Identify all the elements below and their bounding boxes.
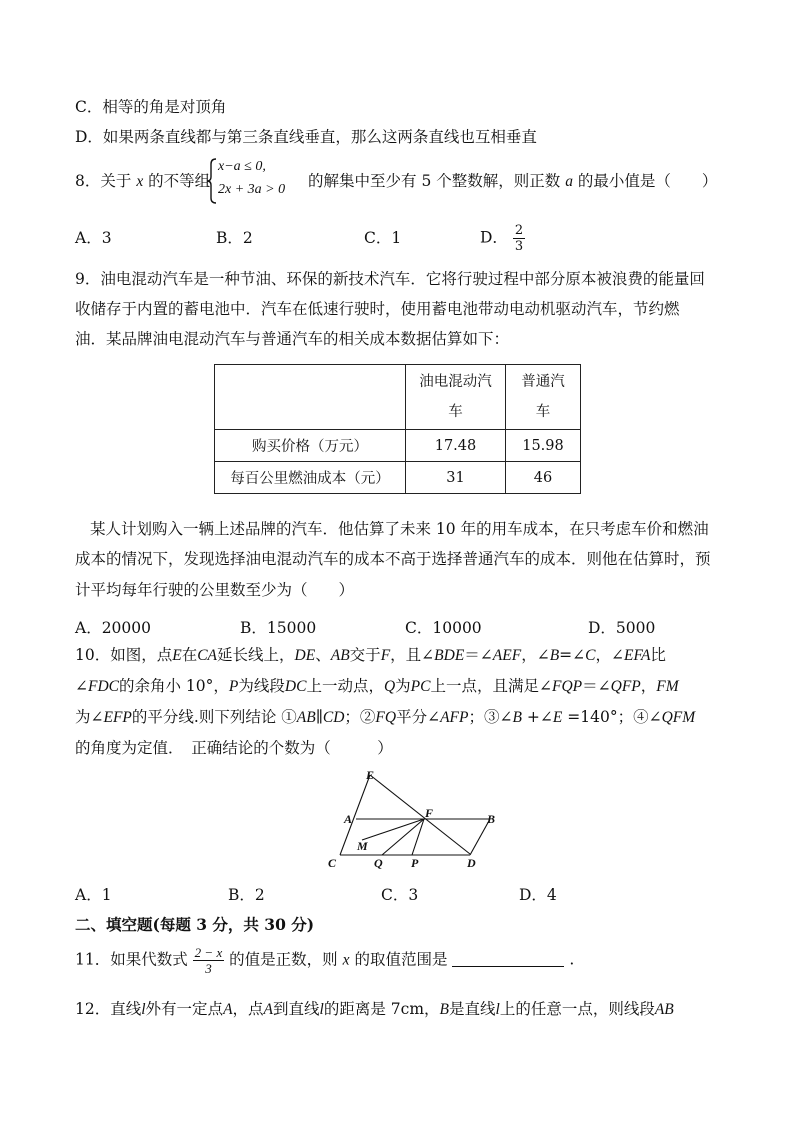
q10-math: CA (197, 647, 218, 664)
system-brace-icon (205, 158, 219, 204)
q10-math: FM (656, 678, 679, 695)
q8-mid: 的不等组 (148, 172, 211, 190)
q8-option-b: B．2 (216, 229, 253, 247)
q10-math: AEF (492, 647, 522, 664)
q10-math: DE (294, 647, 316, 664)
table-header-normal-line1: 普通汽 (521, 374, 565, 390)
q12-text: 外有一定点 (145, 1000, 224, 1018)
label-p: P (411, 856, 419, 870)
q8-option-a: A．3 (75, 229, 112, 247)
q12-text: ，点 (232, 1000, 264, 1018)
q10-text: ，∠ (521, 646, 550, 664)
q12-math: A (223, 1001, 233, 1018)
q11-end: . (569, 950, 575, 969)
q10-text: ；③∠ (468, 708, 513, 726)
q10-math: FQ (375, 709, 397, 726)
q8-option-c: C．1 (364, 229, 402, 247)
q8-option-d (480, 223, 525, 254)
q10-text: ＝∠ (582, 677, 611, 695)
q10-math: FQP (551, 678, 583, 695)
q10-text: =∠ (559, 646, 586, 664)
q8-option-d-label: D． (480, 228, 508, 247)
q10-math: AFP (440, 709, 469, 726)
q8-inequality-1: x−a ≤ 0, (218, 159, 266, 174)
geometry-figure (320, 765, 510, 875)
q8-var-x: x (136, 173, 144, 190)
q10-math: DC (284, 678, 307, 695)
label-a: A (344, 812, 353, 826)
q10-text: ， (640, 677, 657, 695)
table-header-empty (215, 365, 406, 430)
q10-line-3 (75, 706, 695, 729)
q10-text: 上一点，且满足∠ (430, 677, 552, 695)
label-b: B (487, 812, 496, 826)
q9-line-1: 9．油电混动汽车是一种节油、环保的新技术汽车．它将行驶过程中部分原本被浪费的能量回 (75, 270, 705, 288)
q12-text: 的距离是 7cm， (323, 1000, 440, 1018)
q9-line-2: 收储存于内置的蓄电池中．汽车在低速行驶时，使用蓄电池带动电动机驱动汽车，节约燃 (75, 300, 680, 318)
q10-math: Q (383, 678, 396, 695)
q10-text: 的余角小 10°， (119, 677, 229, 695)
label-c: C (328, 856, 337, 870)
q8-post1: 的解集中至少有 5 个整数解，则正数 (308, 172, 561, 190)
label-m: M (357, 839, 368, 853)
q10-math: F (380, 647, 391, 664)
q11-pre: 11．如果代数式 (75, 950, 188, 969)
table-cell: 46 (506, 462, 581, 494)
q10-text: 的平分线.则下列结论 ① (131, 708, 297, 726)
q12-math: AB (654, 1001, 674, 1018)
q10-line-1 (75, 644, 666, 667)
table-header-normal (506, 365, 581, 430)
table-header-hybrid-line2: 车 (448, 404, 463, 420)
q12-text: 到直线 (273, 1000, 320, 1018)
table-cell: 15.98 (506, 430, 581, 462)
table-header-row (215, 365, 581, 430)
q8-post2: 的最小值是（ ） (577, 172, 718, 190)
section-2-title: 二、填空题(每题 3 分，共 30 分) (75, 915, 315, 934)
q10-text: 上一动点， (306, 677, 384, 695)
q10-text: 在 (181, 646, 198, 664)
q10-line-4: 的角度为定值． 正确结论的个数为（ ） (75, 739, 393, 757)
q10-text: +∠ (521, 708, 553, 726)
q10-text: ∠ (75, 677, 88, 695)
q10-math: E (172, 647, 182, 664)
q12-math: l (319, 1001, 324, 1018)
q10-math: BDE (434, 647, 465, 664)
q10-math: EFA (624, 647, 651, 664)
label-d: D (467, 856, 476, 870)
q10-math: P (228, 678, 239, 695)
q9-para-3: 计平均每年行驶的公里数至少为（ ） (75, 581, 355, 599)
q10-option-a: A．1 (75, 886, 112, 904)
cost-table (214, 364, 581, 494)
table-header-hybrid (406, 365, 506, 430)
table-cell: 购买价格（万元） (215, 430, 406, 462)
q12-text: 是直线 (448, 1000, 496, 1018)
q8-stem (75, 170, 717, 193)
q8-inequality-2: 2x + 3a > 0 (218, 182, 286, 197)
q10-option-b: B．2 (228, 886, 265, 904)
q10-math: AB (330, 647, 350, 664)
q10-math: AB∥CD (296, 709, 345, 726)
q10-math: C (585, 647, 596, 664)
q9-para-1: 某人计划购入一辆上述品牌的汽车．他估算了未来 10 年的用车成本，在只考虑车价和燃油 (90, 520, 709, 538)
q8-pre: 8．关于 (75, 172, 132, 190)
table-header-hybrid-line1: 油电混动汽 (419, 374, 492, 390)
q7-option-c: C．相等的角是对顶角 (75, 98, 227, 116)
q9-option-b: B．15000 (240, 619, 317, 637)
q9-option-d: D．5000 (588, 619, 656, 637)
q12-text: 上的任意一点，则线段 (499, 1000, 655, 1018)
q11-fraction-num: 2 − x (194, 945, 223, 960)
line-fm (362, 819, 424, 840)
q9-para-2: 成本的情况下，发现选择油电混动汽车的成本不高于选择普通汽车的成本．则他在估算时，预 (75, 550, 711, 568)
q9-option-a: A．20000 (75, 619, 152, 637)
q12-math: l (495, 1001, 500, 1018)
q9-line-3: 油．某品牌油电混动汽车与普通汽车的相关成本数据估算如下： (75, 330, 510, 348)
q10-text: ；② (344, 708, 376, 726)
q10-math: E (552, 709, 563, 726)
label-e: E (366, 768, 375, 782)
q8-var-a: a (565, 173, 573, 190)
q11-var-x: x (342, 951, 350, 969)
q12-math: B (439, 1001, 449, 1018)
q10-line-2 (75, 675, 679, 698)
q10-math: FDC (88, 678, 119, 695)
q10-text: 、 (315, 646, 331, 664)
table-cell: 31 (406, 462, 506, 494)
q12-math: l (141, 1001, 146, 1018)
q10-math: QFM (661, 709, 696, 726)
q11-answer-blank[interactable] (452, 950, 564, 967)
table-header-normal-line2: 车 (535, 404, 551, 420)
label-q: Q (374, 856, 383, 870)
q9-option-c: C．10000 (405, 619, 482, 637)
q11-mid: 的值是正数，则 (229, 950, 338, 969)
q10-option-c: C．3 (381, 886, 419, 904)
table-cell: 17.48 (406, 430, 506, 462)
q8-fraction-den: 3 (514, 239, 524, 254)
q10-text: 平分∠ (396, 708, 441, 726)
line-ed (370, 775, 470, 854)
q8-fraction (513, 223, 525, 254)
q10-text: ，且∠ (390, 646, 435, 664)
q10-math: PC (410, 678, 431, 695)
q10-text: 延长线上， (217, 646, 295, 664)
q12-line (75, 998, 674, 1021)
q10-math: QFP (610, 678, 641, 695)
q8-fraction-num: 2 (514, 223, 524, 238)
table-row (215, 430, 581, 462)
q10-math: EFP (103, 709, 132, 726)
q10-text: ＝∠ (464, 646, 493, 664)
q10-math: B (549, 647, 560, 664)
q10-text: 比 (650, 646, 666, 664)
label-f: F (425, 806, 434, 820)
q7-option-d: D．如果两条直线都与第三条直线垂直，那么这两条直线也互相垂直 (75, 128, 537, 146)
q10-option-d: D．4 (519, 886, 557, 904)
table-row (215, 462, 581, 494)
q11-fraction (193, 945, 225, 976)
q12-text: 12．直线 (75, 1000, 142, 1018)
q10-text: 为线段 (238, 677, 285, 695)
q10-text: 交于 (349, 646, 381, 664)
q10-text: 为∠ (75, 708, 104, 726)
q11-line (75, 945, 574, 976)
q11-post: 的取值范围是 (354, 950, 448, 969)
table-cell: 每百公里燃油成本（元） (215, 462, 406, 494)
q10-text: =140°；④∠ (562, 708, 662, 726)
q12-math: A (263, 1001, 274, 1018)
q11-fraction-den: 3 (205, 961, 212, 976)
q10-text: ，∠ (595, 646, 624, 664)
q10-text: 10．如图，点 (75, 646, 173, 664)
q10-text: 为 (395, 677, 411, 695)
q10-math: B (512, 709, 522, 726)
